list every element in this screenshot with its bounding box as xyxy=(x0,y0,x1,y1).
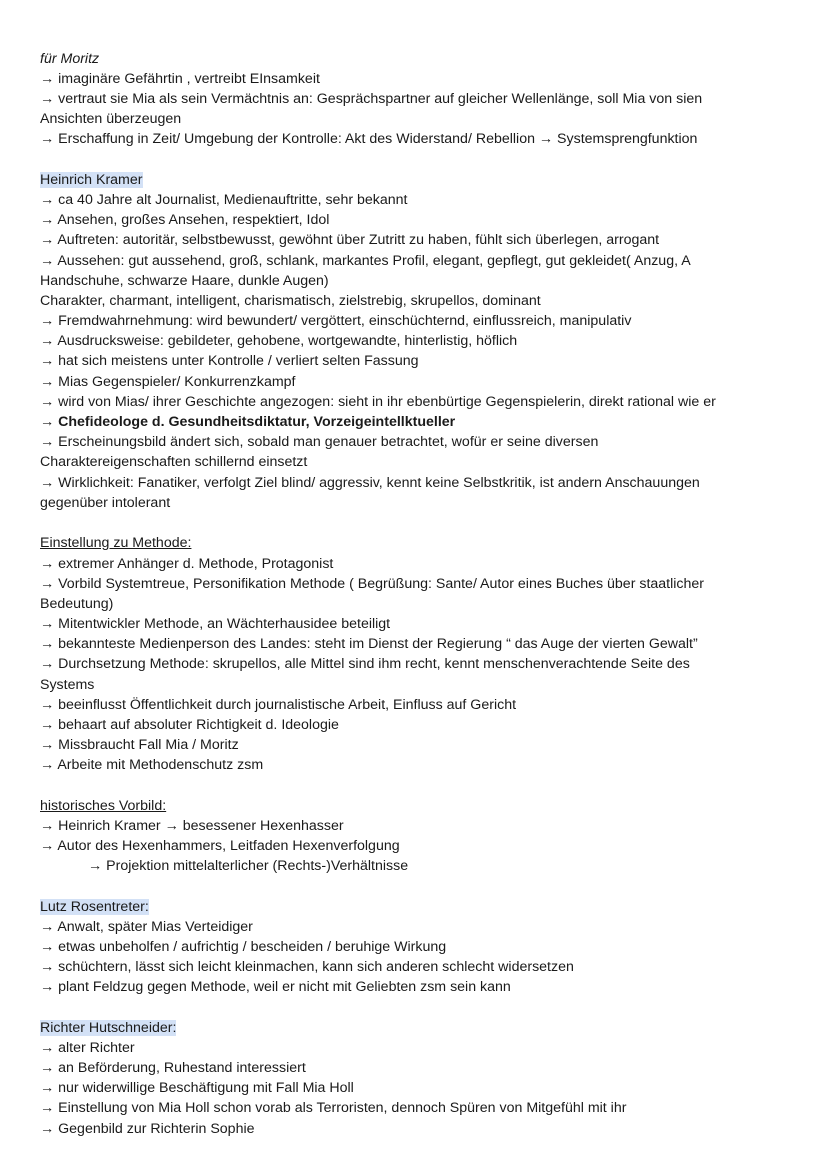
text-line: → Ausdrucksweise: gebildeter, gehobene, wortgewandte, hinterlistig, höflich xyxy=(40,333,518,349)
text-line: → Mitentwickler Methode, an Wächterhausidee beteiligt xyxy=(40,616,391,632)
text-line: → beeinflusst Öffentlichkeit durch journalistische Arbeit, Einfluss auf Gericht xyxy=(40,697,517,713)
text-line: → ca 40 Jahre alt Journalist, Medienauftritte, sehr bekannt xyxy=(40,192,408,208)
text-line: → Auftreten: autoritär, selbstbewusst, gewöhnt über Zutritt zu haben, fühlt sich überlegen, arrogant xyxy=(40,232,660,248)
highlighted-heading: Lutz Rosentreter: xyxy=(40,899,149,915)
text-line: → schüchtern, lässt sich leicht kleinmachen, kann sich anderen schlecht widersetzen xyxy=(40,959,574,975)
text-line: → bekannteste Medienperson des Landes: steht im Dienst der Regierung “ das Auge der vierten Gewalt” xyxy=(40,636,698,652)
text-line: Ansichten überzeugen xyxy=(40,111,182,127)
section-intro-label: für Moritz xyxy=(40,51,100,67)
text-line: → behaart auf absoluter Richtigkeit d. Ideologie xyxy=(40,717,339,733)
text-line: gegenüber intolerant xyxy=(40,495,171,511)
text-line: → Einstellung von Mia Holl schon vorab als Terroristen, dennoch Spüren von Mitgefühl mit ihr xyxy=(40,1100,627,1116)
text-line: → Autor des Hexenhammers, Leitfaden Hexenverfolgung xyxy=(40,838,400,854)
highlighted-heading: Heinrich Kramer xyxy=(40,172,143,188)
text-line: Systems xyxy=(40,677,95,693)
text-line: → imaginäre Gefährtin , vertreibt EInsamkeit xyxy=(40,71,320,87)
text-line: → Erschaffung in Zeit/ Umgebung der Kontrolle: Akt des Widerstand/ Rebellion → Systemsprengfunktion xyxy=(40,131,698,147)
bold-text-line: → Chefideologe d. Gesundheitsdiktatur, Vorzeigeintellktueller xyxy=(40,414,456,430)
text-line: → extremer Anhänger d. Methode, Protagonist xyxy=(40,556,334,572)
text-line: → Ansehen, großes Ansehen, respektiert, Idol xyxy=(40,212,330,228)
text-line: → hat sich meistens unter Kontrolle / verliert selten Fassung xyxy=(40,353,419,369)
text-line: → an Beförderung, Ruhestand interessiert xyxy=(40,1060,306,1076)
highlighted-heading: Richter Hutschneider: xyxy=(40,1020,177,1036)
heading-einstellung-zu-methode: Einstellung zu Methode: xyxy=(40,535,192,551)
text-line: → Durchsetzung Methode: skrupellos, alle Mittel sind ihm recht, kennt menschenverachtende Seite des xyxy=(40,656,690,672)
text-line: → plant Feldzug gegen Methode, weil er nicht mit Geliebten zsm sein kann xyxy=(40,979,511,995)
text-line: → Fremdwahrnehmung: wird bewundert/ vergöttert, einschüchternd, einflussreich, manipulativ xyxy=(40,313,632,329)
heading-heinrich-kramer xyxy=(40,170,143,190)
text-line: → Mias Gegenspieler/ Konkurrenzkampf xyxy=(40,374,296,390)
text-line: → Vorbild Systemtreue, Personifikation Methode ( Begrüßung: Sante/ Autor eines Buches über staatlicher xyxy=(40,576,705,592)
text-line: Bedeutung) xyxy=(40,596,114,612)
text-line: → Arbeite mit Methodenschutz zsm xyxy=(40,757,264,773)
heading-richter-hutschneider xyxy=(40,1018,176,1038)
heading-lutz-rosentreter xyxy=(40,897,149,917)
text-line: Charakter, charmant, intelligent, charismatisch, zielstrebig, skrupellos, dominant xyxy=(40,293,541,309)
text-line: → etwas unbeholfen / aufrichtig / bescheiden / beruhige Wirkung xyxy=(40,939,447,955)
text-line: → Missbraucht Fall Mia / Moritz xyxy=(40,737,239,753)
text-line: → Wirklichkeit: Fanatiker, verfolgt Ziel blind/ aggressiv, kennt keine Selbstkritik, ist andern Anschauungen xyxy=(40,475,700,491)
text-line: → vertraut sie Mia als sein Vermächtnis an: Gesprächspartner auf gleicher Wellenlänge, soll Mia von sien xyxy=(40,91,703,107)
indented-text-line: → Projektion mittelalterlicher (Rechts-)Verhältnisse xyxy=(88,858,409,874)
heading-historisches-vorbild: historisches Vorbild: xyxy=(40,798,167,814)
text-line: Charaktereigenschaften schillernd einsetzt xyxy=(40,454,308,470)
text-line: → Aussehen: gut aussehend, groß, schlank, markantes Profil, elegant, gepflegt, gut gekleidet( Anzug, A xyxy=(40,253,691,269)
text-line: Handschuhe, schwarze Haare, dunkle Augen) xyxy=(40,273,329,289)
text-line: → Anwalt, später Mias Verteidiger xyxy=(40,919,253,935)
text-line: → wird von Mias/ ihrer Geschichte angezogen: sieht in ihr ebenbürtige Gegenspielerin, direkt rational wie er xyxy=(40,394,716,410)
text-line: → alter Richter xyxy=(40,1040,135,1056)
text-line: → Heinrich Kramer → besessener Hexenhasser xyxy=(40,818,344,834)
text-line: → Erscheinungsbild ändert sich, sobald man genauer betrachtet, wofür er seine diversen xyxy=(40,434,599,450)
text-line: → Gegenbild zur Richterin Sophie xyxy=(40,1121,255,1137)
text-line: → nur widerwillige Beschäftigung mit Fall Mia Holl xyxy=(40,1080,354,1096)
